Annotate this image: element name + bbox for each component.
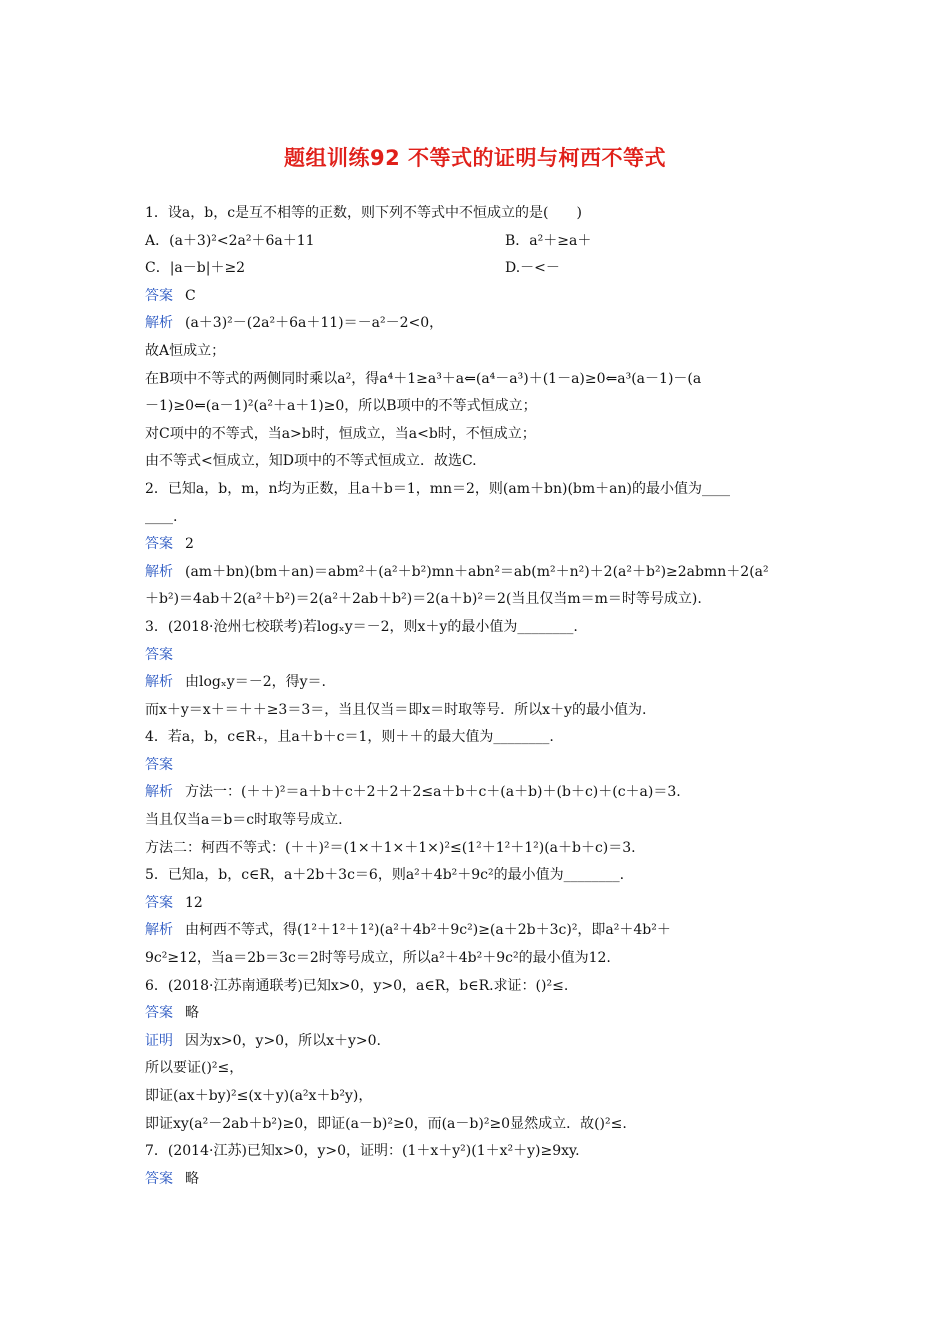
proof-line [145,1028,807,1056]
answer-line [145,283,807,311]
analysis-label: 解析 [145,784,173,801]
answer-value: 略 [185,1170,199,1187]
answer-value: 12 [185,894,203,911]
analysis-text: －1)≥0⇐(a－1)²(a²＋a＋1)≥0，所以B项中的不等式恒成立； [145,398,537,415]
answer-value: C [185,287,196,304]
exercise-content [145,200,807,1193]
analysis-text: 而x＋y＝x＋＝＋＋≥3＝3＝，当且仅当＝即x＝时取等号．所以x＋y的最小值为. [145,701,647,718]
answer-line [145,1000,807,1028]
answer-line [145,752,807,780]
question-7-stem: 7．(2014·江苏)已知x>0，y>0，证明：(1＋x＋y²)(1＋x²＋y)≥9xy. [145,1143,580,1160]
analysis-text: 由柯西不等式，得(1²＋1²＋1²)(a²＋4b²＋9c²)≥(a＋2b＋3c)²，即a²＋4b²＋ [185,922,671,939]
question-6-stem: 6．(2018·江苏南通联考)已知x>0，y>0，a∈R，b∈R.求证：()²≤. [145,977,569,994]
question-2-stem: 2．已知a，b，m，n均为正数，且a＋b＝1，mn＝2，则(am＋bn)(bm＋an)的最小值为____ [145,480,730,497]
page-title: 题组训练92 不等式的证明与柯西不等式 [283,146,667,170]
question-1-options-cd [145,255,807,283]
answer-line [145,531,807,559]
answer-label: 答案 [145,287,173,304]
analysis-line [145,669,807,697]
answer-label: 答案 [145,536,173,553]
question-1-options-ab [145,228,807,256]
option-d: D.－<－ [505,260,560,277]
analysis-text: 方法二：柯西不等式：(＋＋)²＝(1×＋1×＋1×)²≤(1²＋1²＋1²)(a＋b＋c)＝3. [145,839,636,856]
analysis-label: 解析 [145,922,173,939]
proof-text: 所以要证()²≤， [145,1060,244,1077]
question-5-stem: 5．已知a，b，c∈R，a＋2b＋3c＝6，则a²＋4b²＋9c²的最小值为________. [145,867,625,884]
question-4-stem: 4．若a，b，c∈R₊，且a＋b＋c＝1，则＋＋的最大值为________. [145,729,554,746]
option-a: A．(a＋3)²<2a²＋6a＋11 [145,232,315,249]
answer-line [145,890,807,918]
answer-line [145,1166,807,1194]
analysis-label: 解析 [145,563,173,580]
analysis-text: 由不等式<恒成立，知D项中的不等式恒成立．故选C. [145,453,477,470]
analysis-text: 9c²≥12，当a＝2b＝3c＝2时等号成立，所以a²＋4b²＋9c²的最小值为12. [145,950,611,967]
question-2-stem-cont: ____. [145,508,178,525]
analysis-text: (a＋3)²－(2a²＋6a＋11)＝－a²－2<0， [185,315,444,332]
analysis-text: 当且仅当a＝b＝c时取等号成立. [145,812,343,829]
option-c: C．|a－b|＋≥2 [145,260,246,277]
question-1-stem: 1．设a，b，c是互不相等的正数，则下列不等式中不恒成立的是( ) [145,205,582,221]
answer-value: 2 [185,536,194,553]
analysis-text: 方法一：(＋＋)²＝a＋b＋c＋2＋2＋2≤a＋b＋c＋(a＋b)＋(b＋c)＋(c＋a)＝3. [185,784,681,801]
analysis-line [145,779,807,807]
analysis-text: 由logₓy＝－2，得y＝. [185,674,326,691]
proof-text: 因为x>0，y>0，所以x＋y>0. [185,1032,381,1049]
proof-text: 即证(ax＋by)²≤(x＋y)(a²x＋b²y)， [145,1088,373,1104]
analysis-text: ＋b²)＝4ab＋2(a²＋b²)＝2(a²＋2ab＋b²)＝2(a＋b)²＝2(当且仅当m＝m＝时等号成立). [145,591,702,608]
answer-label: 答案 [145,1170,173,1187]
analysis-line [145,310,807,338]
answer-line [145,642,807,670]
analysis-label: 解析 [145,674,173,691]
option-b: B．a²＋≥a＋ [505,232,592,249]
analysis-label: 解析 [145,315,173,332]
question-3-stem: 3．(2018·沧州七校联考)若logₓy＝－2，则x＋y的最小值为________. [145,618,578,635]
answer-value: 略 [185,1005,199,1022]
answer-label: 答案 [145,646,173,663]
answer-label: 答案 [145,894,173,911]
proof-text: 即证xy(a²－2ab＋b²)≥0，即证(a－b)²≥0，而(a－b)²≥0显然成立．故()²≤. [145,1115,627,1132]
answer-label: 答案 [145,756,173,773]
analysis-line [145,559,807,587]
analysis-line [145,917,807,945]
answer-label: 答案 [145,1005,173,1022]
analysis-text: 故A恒成立； [145,342,226,359]
analysis-text: 在B项中不等式的两侧同时乘以a²，得a⁴＋1≥a³＋a⇐(a⁴－a³)＋(1－a)≥0⇐a³(a－1)－(a [145,370,702,387]
analysis-text: (am＋bn)(bm＋an)＝abm²＋(a²＋b²)mn＋abn²＝ab(m²＋n²)＋2(a²＋b²)≥2abmn＋2(a² [185,563,769,580]
analysis-text: 对C项中的不等式，当a>b时，恒成立，当a<b时，不恒成立； [145,425,536,442]
proof-label: 证明 [145,1032,173,1049]
